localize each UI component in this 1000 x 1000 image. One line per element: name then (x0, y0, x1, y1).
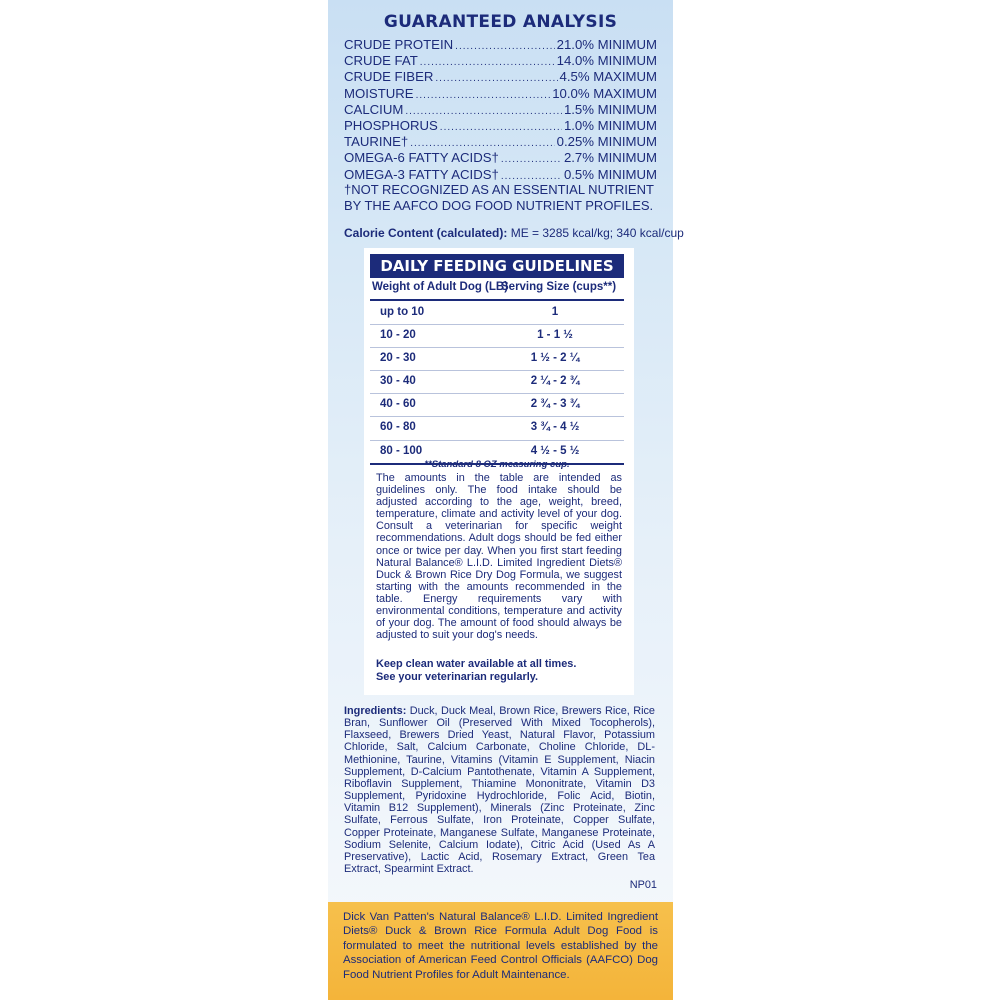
leader-dots (420, 57, 555, 68)
analysis-row (344, 118, 657, 134)
serving-cell: 2 ¼ - 2 ¾ (530, 375, 580, 388)
weight-cell: 80 - 100 (380, 444, 423, 457)
vet-reminder: See your veterinarian regularly. (376, 671, 539, 683)
weight-cell: 20 - 30 (380, 352, 416, 365)
leader-dots (455, 41, 554, 52)
leader-dots (440, 122, 562, 133)
feeding-reminders (376, 658, 626, 684)
leader-dots (501, 154, 562, 165)
analysis-nutrient: TAURINE† (344, 134, 409, 150)
ingredients-text: Duck, Duck Meal, Brown Rice, Brewers Rice, Rice Bran, Sunflower Oil (Preserved With Mixed Tocopherols), Flaxseed, Brewers Dried Yeast, Natural Flavor, Potassium Chloride, Salt, Calcium Carbonate, Choline Chloride, DL-Methionine, Taurine, Vitamins (Vitamin E Supplement, Niacin Supplement, D-Calcium Pantothenate, Vitamin A Supplement, Riboflavin Supplement, Thiamine Mononitrate, Vitamin D3 Supplement, Pyridoxine Hydrochloride, Folic Acid, Biotin, Vitamin B12 Supplement), Minerals (Zinc Proteinate, Zinc Sulfate, Ferrous Sulfate, Iron Proteinate, Copper Sulfate, Copper Proteinate, Manganese Sulfate, Manganese Proteinate, Sodium Selenite, Calcium Iodate), Citric Acid (Used As A Preservative), Lactic Acid, Rosemary Extract, Green Tea Extract, Spearmint Extract. (344, 705, 655, 876)
analysis-row (344, 69, 657, 85)
calorie-label: Calorie Content (calculated): (344, 226, 508, 240)
analysis-row (344, 167, 657, 183)
product-code: NP01 (629, 879, 657, 891)
analysis-row (344, 102, 657, 118)
analysis-nutrient: CALCIUM (344, 101, 404, 117)
analysis-value: 2.7% MINIMUM (563, 150, 657, 166)
analysis-nutrient: OMEGA-6 FATTY ACIDS† (344, 150, 499, 166)
analysis-row (344, 37, 657, 53)
leader-dots (416, 90, 551, 101)
analysis-row (344, 134, 657, 150)
feeding-table (370, 302, 624, 465)
analysis-value: 14.0% MINIMUM (556, 53, 657, 69)
analysis-row (344, 86, 657, 102)
serving-cell: 1 - 1 ½ (537, 329, 573, 342)
leader-dots (501, 171, 562, 182)
analysis-nutrient: OMEGA-3 FATTY ACIDS† (344, 166, 499, 182)
feeding-guidelines-title: DAILY FEEDING GUIDELINES (370, 254, 624, 278)
serving-column-header: Serving Size (cups**) (501, 281, 617, 293)
weight-cell: up to 10 (380, 306, 425, 318)
table-row (370, 394, 624, 417)
weight-cell: 30 - 40 (380, 375, 416, 388)
table-row (370, 302, 624, 325)
measuring-cup-note: **Standard 8 OZ measuring cup. (424, 459, 570, 470)
analysis-nutrient: CRUDE FAT (344, 53, 418, 69)
guaranteed-analysis-title: GUARANTEED ANALYSIS (383, 12, 618, 32)
analysis-value: 4.5% MAXIMUM (559, 69, 657, 85)
ingredients-label: Ingredients: (344, 705, 407, 717)
analysis-nutrient: CRUDE FIBER (344, 69, 434, 85)
calorie-value: ME = 3285 kcal/kg; 340 kcal/cup (507, 226, 684, 240)
weight-cell: 10 - 20 (380, 329, 416, 342)
table-row (370, 371, 624, 394)
leader-dots (410, 138, 554, 149)
leader-dots (405, 106, 562, 117)
analysis-nutrient: MOISTURE (344, 85, 414, 101)
feeding-instructions: The amounts in the table are intended as guidelines only. The food intake should be adjusted according to the age, weight, breed, temperature, climate and activity level of your dog. Consult a veterinarian for specific weight recommendations. Adult dogs should be fed either once or twice per day. When you first start feeding Natural Balance® L.I.D. Limited Ingredient Diets® Duck & Brown Rice Dry Dog Formula, we suggest starting with the amounts recommended in the table. Energy requirements vary with environmental conditions, temperature and activity of your dog. The amount of food should always be adjusted to suit your dog's needs. (376, 472, 622, 642)
analysis-row (344, 53, 657, 69)
table-row (370, 325, 624, 348)
serving-cell: 2 ¾ - 3 ¾ (530, 398, 580, 411)
aafco-footnote (344, 182, 657, 214)
footnote-line: BY THE AAFCO DOG FOOD NUTRIENT PROFILES. (344, 198, 654, 213)
analysis-value: 10.0% MAXIMUM (552, 85, 657, 101)
feeding-guidelines-box (364, 248, 634, 695)
analysis-value: 1.5% MINIMUM (563, 101, 657, 117)
analysis-nutrient: PHOSPHORUS (344, 117, 438, 133)
weight-column-header: Weight of Adult Dog (LB) (372, 281, 509, 293)
header-divider (370, 299, 624, 301)
serving-cell: 1 ½ - 2 ¼ (530, 352, 580, 365)
serving-cell: 1 (551, 306, 559, 318)
ingredients-list (344, 705, 655, 875)
water-reminder: Keep clean water available at all times. (376, 658, 577, 670)
guaranteed-analysis-list (344, 37, 657, 183)
serving-cell: 3 ¾ - 4 ½ (530, 421, 580, 434)
leader-dots (435, 73, 557, 84)
analysis-value: 21.0% MINIMUM (556, 37, 657, 52)
analysis-value: 0.25% MINIMUM (556, 134, 657, 150)
analysis-value: 0.5% MINIMUM (563, 166, 657, 182)
calorie-content (344, 226, 684, 240)
table-row (370, 417, 624, 440)
weight-cell: 60 - 80 (380, 421, 416, 434)
aafco-statement: Dick Van Patten's Natural Balance® L.I.D. Limited Ingredient Diets® Duck & Brown Rice Formula Adult Dog Food is formulated to meet the nutritional levels established by the Association of American Feed Control Officials (AAFCO) Dog Food Nutrient Profiles for Adult Maintenance. (343, 911, 658, 981)
label-panel (328, 0, 684, 1000)
table-row (370, 348, 624, 371)
weight-cell: 40 - 60 (380, 398, 416, 411)
footnote-line: †NOT RECOGNIZED AS AN ESSENTIAL NUTRIENT (344, 182, 654, 197)
analysis-nutrient: CRUDE PROTEIN (344, 37, 454, 52)
analysis-value: 1.0% MINIMUM (563, 117, 657, 133)
aafco-statement-band (328, 902, 673, 1000)
analysis-row (344, 150, 657, 166)
serving-cell: 4 ½ - 5 ½ (530, 444, 580, 457)
